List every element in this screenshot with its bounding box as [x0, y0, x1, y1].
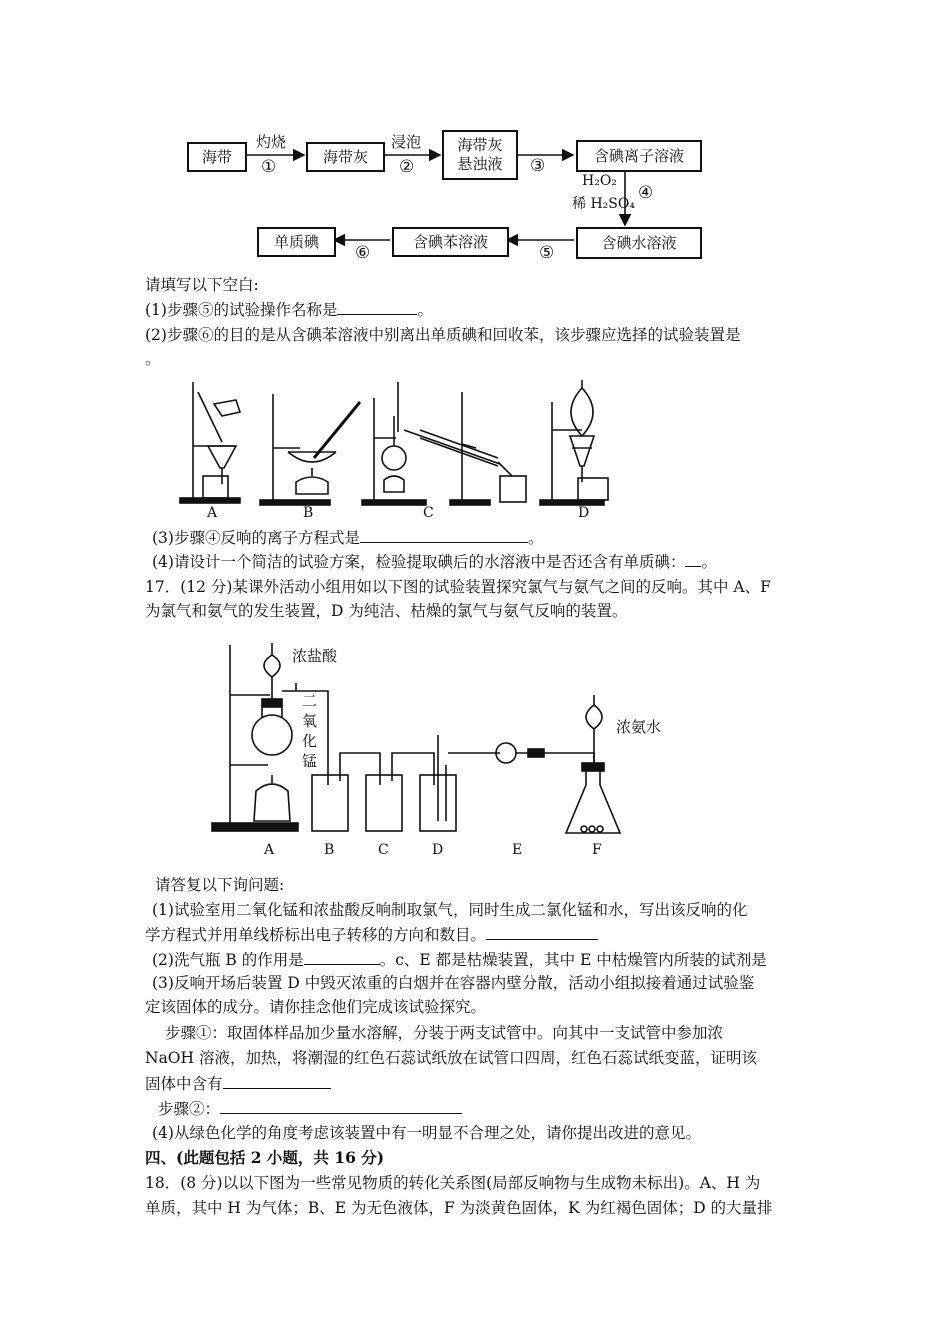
flow-box-kelp-ash: [306, 142, 385, 172]
flow-box-label: 海带灰: [457, 136, 503, 154]
q16-intro: 请填写以下空白:: [145, 276, 259, 294]
flow-box-label: 含碘水溶液: [601, 233, 677, 252]
q17-line1: 17．(12 分)某课外活动小组用如以下图的试验装置探究氯气与氨气之间的反响。其中 A、F: [145, 578, 771, 596]
flow-box-iodine: [257, 227, 336, 257]
answer-blank[interactable]: [220, 1097, 462, 1114]
apparatus-label-a: A: [207, 505, 218, 521]
q16-part2: (2)步骤⑥的目的是从含碘苯溶液中别离出单质碘和回收苯，该步骤应选择的试验装置是: [145, 326, 741, 344]
step-2: ②: [399, 157, 415, 177]
q16-part3: [152, 526, 543, 549]
fig-letter-d: D: [432, 842, 444, 858]
q17-step1-a: 步骤①：取固体样品加少量水溶解，分装于两支试管中。向其中一支试管中参加浓: [165, 1024, 724, 1042]
step-1: ①: [261, 157, 277, 177]
q17-step1-b: NaOH 溶液，加热，将潮湿的红色石蕊试纸放在试管口四周，红色石蕊试纸变蓝，证明该: [145, 1049, 757, 1067]
q16-apparatus-figure: [0, 372, 950, 522]
punct: 。: [527, 529, 544, 547]
q18-line1: 18．(8 分)以以下图为一些常见物质的转化关系图(局部反响物与生成物未标出)。A、H 为: [145, 1174, 761, 1192]
flow-box-label: 含碘苯溶液: [412, 232, 488, 251]
label-mno2-2: 氧: [302, 712, 318, 730]
punct: 。: [417, 301, 433, 319]
section-four-heading: 四、(此题包括 2 小题，共 16 分): [145, 1148, 385, 1167]
q16-part1: [145, 298, 433, 321]
step-3: ③: [530, 156, 546, 176]
q18-line2: 单质，其中 H 为气体；B、E 为无色液体，F 为淡黄色固体，K 为红褐色固体；D 的大量排: [145, 1199, 773, 1217]
flow-box-label: 海带灰: [322, 147, 368, 166]
flow-box-label: 海带: [201, 147, 232, 166]
apparatus-label-b: B: [303, 505, 314, 521]
answer-blank[interactable]: [304, 948, 380, 965]
reagent-h2so4: 稀 H₂SO₄: [572, 196, 635, 212]
apparatus-a: [180, 382, 240, 503]
q17-part2-a: (2)洗气瓶 B 的作用是: [152, 951, 304, 969]
step-4: ④: [638, 183, 654, 203]
q17-part4: (4)从绿色化学的角度考虑该装置中有一明显不合理之处，请你提出改进的意见。: [152, 1124, 701, 1142]
label-mno2-3: 化: [302, 732, 318, 750]
answer-blank[interactable]: [685, 550, 701, 567]
answer-blank[interactable]: [360, 526, 528, 543]
q17-part2: [152, 948, 767, 971]
q17-step2: [158, 1097, 462, 1120]
fig-letter-f: F: [592, 842, 602, 858]
q17-step2-text: 步骤②：: [158, 1100, 221, 1118]
fig-letter-e: E: [512, 842, 523, 858]
q17-part3-a: (3)反响开场后装置 D 中毁灭浓重的白烟并在容器内壁分散，活动小组拟接着通过试验鉴: [152, 974, 755, 992]
punct: 。: [701, 553, 717, 571]
q17-part1-a: (1)试验室用二氧化锰和浓盐酸反响制取氯气，同时生成二氯化锰和水，写出该反响的化: [152, 901, 748, 919]
q16-part4-text: (4)请设计一个简洁的试验方案，检验提取碘后的水溶液中是否还含有单质碘：: [152, 553, 686, 571]
apparatus-label-d: D: [578, 505, 590, 521]
fig-letter-a: A: [264, 842, 275, 858]
label-mno2-1: 二: [302, 692, 318, 710]
q16-part2-end: 。: [145, 350, 161, 368]
flow-box-suspension: [442, 130, 518, 180]
apparatus-label-c: C: [423, 505, 434, 521]
apparatus-d: [540, 380, 608, 505]
answer-blank[interactable]: [337, 298, 417, 315]
reagent-h2o2: H₂O₂: [582, 173, 617, 189]
q17-apparatus-figure: [0, 625, 950, 855]
q17-part1-b: [145, 923, 598, 946]
fig-letter-c: C: [378, 842, 389, 858]
flow-box-label: 含碘离子溶液: [593, 146, 684, 165]
apparatus-c: [362, 382, 526, 505]
q17-line2: 为氯气和氨气的发生装置，D 为纯洁、枯燥的氯气与氨气反响的装置。: [145, 602, 628, 620]
q17-part2-b: 。c、E 都是枯燥装置，其中 E 中枯燥管内所装的试剂是: [379, 951, 767, 969]
label-conc-ammonia: 浓氨水: [616, 718, 662, 736]
q16-part1-text: (1)步骤⑤的试验操作名称是: [145, 301, 338, 319]
q17-ask: 请答复以下询问题:: [155, 876, 285, 894]
flow-box-label: 单质碘: [273, 232, 319, 251]
op-burn: 灼烧: [256, 133, 287, 151]
step-5: ⑤: [539, 243, 555, 263]
flow-box-iodine-benzene: [392, 227, 509, 257]
op-soak: 浸泡: [391, 133, 422, 151]
apparatus-b: [260, 394, 360, 505]
answer-blank[interactable]: [223, 1072, 331, 1089]
q17-part1-b-text: 学方程式并用单线桥标出电子转移的方向和数目。: [145, 926, 487, 944]
q16-part3-text: (3)步骤④反响的离子方程式是: [152, 529, 360, 547]
step-6: ⑥: [355, 243, 371, 263]
answer-blank[interactable]: [486, 923, 598, 940]
flow-box-kelp: [187, 142, 247, 172]
label-conc-hcl: 浓盐酸: [292, 647, 338, 665]
q17-part3-b: 定该固体的成分。请你挂念他们完成该试验探究。: [145, 998, 487, 1016]
q17-step1-c-text: 固体中含有: [145, 1075, 223, 1093]
flow-box-label: 悬浊液: [457, 155, 503, 173]
q17-step1-c: [145, 1072, 331, 1095]
q16-part4: [152, 550, 717, 573]
fig-letter-b: B: [324, 842, 335, 858]
flow-box-iodine-water: [576, 227, 702, 259]
flow-box-iodide-solution: [576, 140, 702, 172]
label-mno2-4: 锰: [302, 752, 318, 770]
